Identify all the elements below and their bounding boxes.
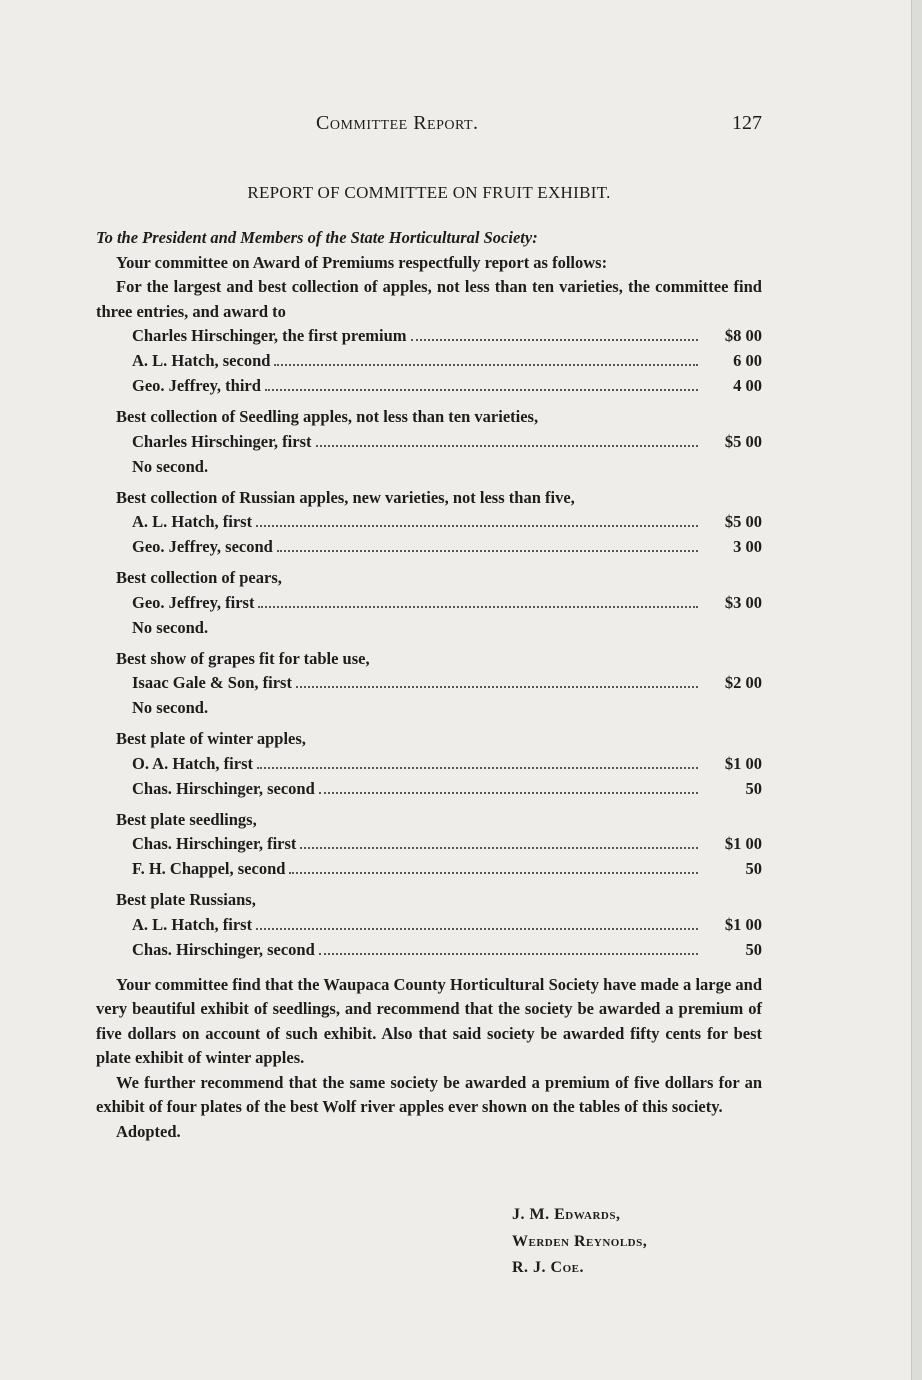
award-amount: $3 00 <box>724 592 762 612</box>
award-amount: 50 <box>745 778 762 798</box>
award-name: Geo. Jeffrey, second <box>132 537 273 556</box>
award-amount: $5 00 <box>724 431 762 451</box>
award-row <box>96 374 762 399</box>
intro-paragraph-2: For the largest and best collection of apples, not less than ten varieties, the committee find three entries, and award to <box>96 277 762 321</box>
page-header <box>96 112 762 142</box>
category-heading: Best plate of winter apples, <box>116 729 306 748</box>
award-category <box>96 888 762 963</box>
award-row <box>96 349 762 374</box>
award-row <box>96 938 762 963</box>
leader-dots <box>300 847 698 849</box>
signature-name: R. J. Coe. <box>512 1259 585 1276</box>
award-name: Chas. Hirschinger, first <box>132 834 297 853</box>
leader-dots <box>258 606 698 608</box>
report-title: REPORT OF COMMITTEE ON FRUIT EXHIBIT. <box>247 183 611 202</box>
award-amount: $1 00 <box>724 834 762 853</box>
award-name: Chas. Hirschinger, second <box>132 939 315 959</box>
award-name: A. L. Hatch, second <box>132 351 271 370</box>
award-amount: 6 00 <box>733 351 762 370</box>
page-edge <box>911 0 922 1380</box>
award-row <box>96 913 762 938</box>
leader-dots <box>289 872 698 874</box>
award-name: F. H. Chappel, second <box>132 859 286 878</box>
award-row <box>96 857 762 882</box>
award-name: O. A. Hatch, first <box>132 753 253 773</box>
award-name: No second. <box>132 617 209 637</box>
category-heading: Best collection of Russian apples, new varieties, not less than five, <box>116 487 575 507</box>
award-amount: $1 00 <box>724 753 762 773</box>
award-row <box>96 696 762 721</box>
closing-paragraph-1: Your committee find that the Waupaca County Horticultural Society have made a large and very beautiful exhibit of seedlings, and recommend that the society be awarded a premium of five dollars on account of such exhibit. Also that said society be awarded fifty cents for best plate exhibit of winter apples. <box>96 974 762 1067</box>
award-row <box>96 510 762 535</box>
award-row <box>96 535 762 560</box>
award-category <box>96 647 762 722</box>
award-category <box>96 808 762 883</box>
award-amount: $1 00 <box>724 914 762 934</box>
award-row <box>96 752 762 777</box>
award-amount: $2 00 <box>724 673 762 692</box>
award-row <box>96 324 762 349</box>
award-category <box>96 566 762 641</box>
leader-dots <box>411 339 698 341</box>
award-row <box>96 591 762 616</box>
award-name: Charles Hirschinger, first <box>132 431 312 451</box>
category-heading: Best collection of pears, <box>116 568 282 587</box>
leader-dots <box>277 550 698 552</box>
leader-dots <box>257 767 698 769</box>
award-name: Geo. Jeffrey, third <box>132 376 261 395</box>
award-amount: 50 <box>745 859 762 878</box>
leader-dots <box>319 792 698 794</box>
signature-block <box>512 1202 647 1282</box>
award-name: No second. <box>132 698 209 717</box>
award-name: A. L. Hatch, first <box>132 914 253 934</box>
award-row <box>96 430 762 455</box>
page-number: 127 <box>732 112 762 134</box>
award-amount: $5 00 <box>724 512 762 531</box>
award-row <box>96 616 762 641</box>
signature-name: J. M. Edwards, <box>512 1206 621 1223</box>
intro-paragraph-1: Your committee on Award of Premiums respectfully report as follows: <box>116 252 608 272</box>
leader-dots <box>256 525 698 527</box>
leader-dots <box>316 445 699 447</box>
award-amount: 3 00 <box>733 537 762 556</box>
award-row <box>96 777 762 802</box>
leader-dots <box>296 686 698 688</box>
award-row <box>96 455 762 480</box>
category-heading: Best plate seedlings, <box>116 809 257 829</box>
running-title: Committee Report. <box>316 112 479 134</box>
award-name: Chas. Hirschinger, second <box>132 778 315 798</box>
award-row <box>96 832 762 857</box>
award-row <box>96 671 762 696</box>
report-body <box>96 226 762 1144</box>
first-award-list <box>96 324 762 399</box>
salutation: To the President and Members of the State Horticultural Society: <box>96 228 538 247</box>
award-name: Geo. Jeffrey, first <box>132 592 255 612</box>
award-category <box>96 727 762 802</box>
leader-dots <box>256 928 698 930</box>
leader-dots <box>274 364 698 366</box>
award-category <box>96 405 762 480</box>
award-name: No second. <box>132 456 209 476</box>
award-category <box>96 486 762 561</box>
award-name: Charles Hirschinger, the first premium <box>132 326 407 345</box>
award-amount: 50 <box>745 939 762 959</box>
award-amount: $8 00 <box>724 326 762 345</box>
adopted-line: Adopted. <box>116 1121 181 1141</box>
signature-name: Werden Reynolds, <box>512 1232 648 1250</box>
award-amount: 4 00 <box>733 376 762 395</box>
category-heading: Best collection of Seedling apples, not less than ten varieties, <box>116 407 539 426</box>
award-name: Isaac Gale & Son, first <box>132 673 292 692</box>
award-name: A. L. Hatch, first <box>132 512 253 531</box>
category-heading: Best show of grapes fit for table use, <box>116 648 370 668</box>
closing-paragraph-2: We further recommend that the same society be awarded a premium of five dollars for an exhibit of four plates of the best Wolf river apples ever shown on the tables of this society. <box>96 1072 762 1116</box>
leader-dots <box>319 953 698 955</box>
leader-dots <box>265 389 698 391</box>
category-heading: Best plate Russians, <box>116 890 256 909</box>
